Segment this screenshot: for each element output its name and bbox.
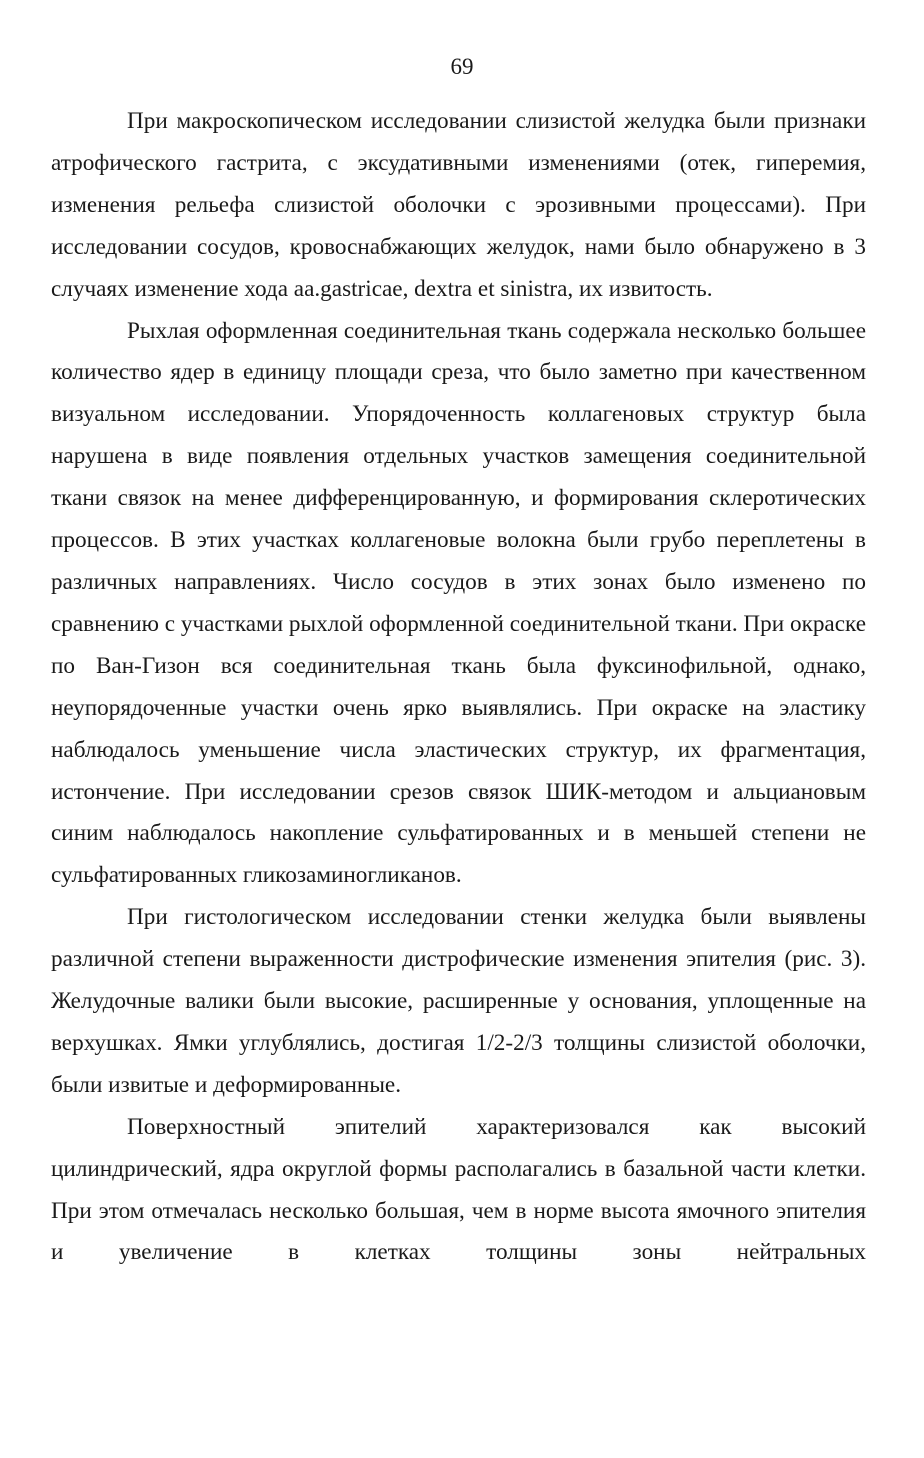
- paragraph-histology: При гистологическом исследовании стенки желудка были выявлены различной степени выраженности дистрофические изменения эпителия (рис. 3). Желудочные валики были высокие, расширенные у основания, уплощенные на верхушках. Ямки углублялись, достигая 1/2-2/3 толщины слизистой оболочки, были извитые и деформированные.: [51, 904, 866, 1098]
- paragraph-gastric-macroscopy: При макроскопическом исследовании слизистой желудка были признаки атрофического гастрита, с эксудативными изменениями (отек, гиперемия, изменения рельефа слизистой оболочки с эрозивными процессами). При исследовании сосудов, кровоснабжающих желудок, нами было обнаружено в 3 случаях изменение хода aa.gastricae, dextra et sinistra, их извитость.: [51, 108, 866, 302]
- paragraph-connective-tissue: Рыхлая оформленная соединительная ткань содержала несколько большее количество ядер в единицу площади среза, что было заметно при качественном визуальном исследовании. Упорядоченность коллагеновых структур была нарушена в виде появления отдельных участков замещения соединительной ткани связок на менее дифференцированную, и формирования склеротических процессов. В этих участках коллагеновые волокна были грубо переплетены в различных направлениях. Число сосудов в этих зонах было изменено по сравнению с участками рыхлой оформленной соединительной ткани. При окраске по Ван-Гизон вся соединительная ткань была фуксинофильной, однако, неупорядоченные участки очень ярко выявлялись. При окраске на эластику наблюдалось уменьшение числа эластических структур, их фрагментация, истончение. При исследовании срезов связок ШИК-методом и альциановым синим наблюдалось накопление сульфатированных и в меньшей степени не сульфатированных гликозаминогликанов.: [51, 317, 866, 889]
- page-number: 69: [450, 54, 474, 79]
- paragraph-surface-epithelium: Поверхностный эпителий характеризовался как высокий цилиндрический, ядра округлой формы располагались в базальной части клетки. При этом отмечалась несколько большая, чем в норме высота ямочного эпителия и увеличение в клетках толщины зоны нейтральных: [51, 1113, 866, 1266]
- body-text: [51, 101, 866, 1274]
